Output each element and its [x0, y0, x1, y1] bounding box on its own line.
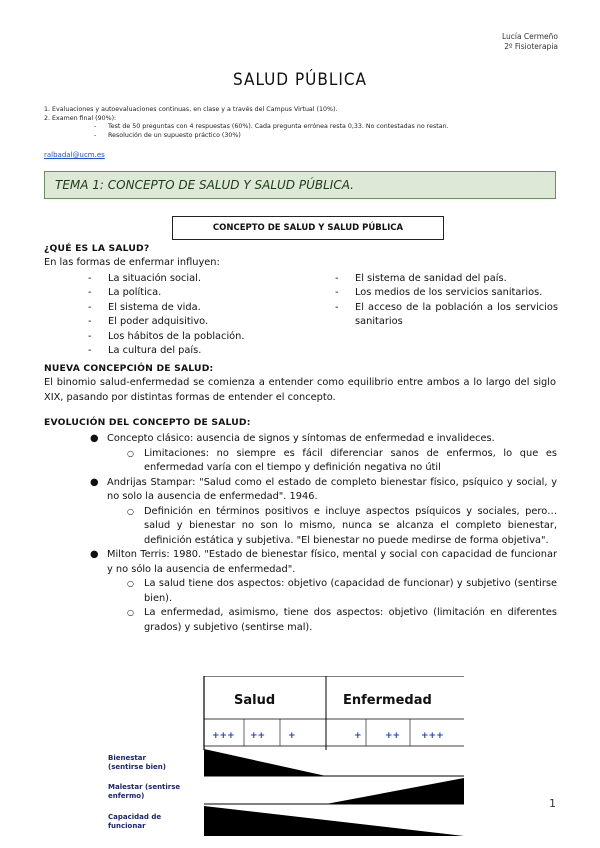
list-item: - La cultura del país.: [86, 344, 306, 358]
salud-mark: +: [288, 731, 296, 741]
malestar-wedge: [326, 778, 464, 804]
intensity-marks: [212, 731, 444, 741]
salud-mark: ++: [250, 731, 266, 741]
sub-definicion: Definición en términos positivos e incluye aspectos psíquicos y sociales, pero…salud y bienestar no son lo mismo, nunca se alcanza el completo bienestar, definición estática y subjetiva. "El bienestar no puede medirse de forma objetiva".: [144, 505, 557, 546]
enfermedad-mark: +: [354, 731, 362, 741]
list-item: ○ Definición en términos positivos e incluye aspectos psíquicos y sociales, pero…salud y bienestar no son lo mismo, nunca se alcanza el completo bienestar, definición estática y subjetiva. "El bienestar no puede medirse de forma objetiva".: [127, 505, 557, 546]
bullet-stampar: Andrijas Stampar: "Salud como el estado de completo bienestar físico, psíquico y social, y no solo la ausencia de enfermedad". 1946.: [107, 476, 557, 502]
section-box: CONCEPTO DE SALUD Y SALUD PÚBLICA: [172, 216, 444, 240]
author-block: [502, 32, 558, 52]
q-salud-intro: En las formas de enfermar influyen:: [44, 257, 220, 268]
evaluation-sub-2-row: - Resolución de un supuesto práctico (30%): [94, 131, 241, 139]
evaluation-sub-1-row: - Test de 50 preguntas con 4 respuestas (60%). Cada pregunta errónea resta 0,33. No contestadas no restan.: [94, 123, 449, 131]
page-title: SALUD PÚBLICA: [232, 70, 368, 90]
evolucion-list: [90, 432, 557, 635]
enfermedad-mark: ++: [385, 731, 401, 741]
list-item: - La situación social.: [86, 272, 306, 286]
evaluation-line-1: 1. Evaluaciones y autoevaluaciones continuas, en clase y a través del Campus Virtual (10%).: [44, 106, 338, 113]
email-link[interactable]: ralbadal@ucm.es: [44, 151, 105, 159]
list-item: ○ Limitaciones: no siempre es fácil diferenciar sanos de enfermos, lo que es enfermedad varía con el tiempo y definición negativa no útil: [127, 447, 557, 473]
page-number: 1: [549, 797, 556, 810]
list-item: - Los medios de los servicios sanitarios.: [333, 286, 558, 300]
salud-enfermedad-diagram: [104, 676, 468, 840]
row-label-capacidad: Capacidad de funcionar: [108, 813, 162, 830]
list-item: ○ La salud tiene dos aspectos: objetivo (capacidad de funcionar) y subjetivo (sentirse bien).: [127, 578, 557, 604]
author-name: Lucía Cermeño: [501, 32, 558, 41]
evaluation-sub-1: Test de 50 preguntas con 4 respuestas (60%). Cada pregunta errónea resta 0,33. No contestadas no restan.: [108, 123, 449, 131]
nueva-text: El binomio salud-enfermedad se comienza a entender como equilibrio entre ambos a lo largo del siglo XIX, pasando por distintas formas de entender el concepto.: [44, 377, 556, 403]
influence-list-left: [86, 272, 306, 358]
sub-enfermedad-aspectos: La enfermedad, asimismo, tiene dos aspectos: objetivo (limitación en diferentes grados) y subjetivo (sentirse mal).: [144, 607, 557, 633]
author-course: 2º Fisioterapia: [504, 42, 558, 51]
list-item: ● Milton Terris: 1980. "Estado de bienestar físico, mental y social con capacidad de funcionar y no sólo la ausencia de enfermedad".: [90, 549, 557, 575]
sub-limitaciones: Limitaciones: no siempre es fácil diferenciar sanos de enfermos, lo que es enfermedad varía con el tiempo y definición negativa no útil: [144, 447, 557, 473]
bullet-terris: Milton Terris: 1980. "Estado de bienestar físico, mental y social con capacidad de funcionar y no sólo la ausencia de enfermedad".: [107, 549, 557, 575]
evaluation-block: [44, 106, 449, 140]
nueva-heading: NUEVA CONCEPCIÓN DE SALUD:: [44, 363, 214, 374]
evaluation-sub-2: Resolución de un supuesto práctico (30%): [108, 131, 241, 139]
list-item: ● Concepto clásico: ausencia de signos y síntomas de enfermedad e invalideces.: [90, 433, 495, 444]
list-item: - El poder adquisitivo.: [86, 315, 306, 329]
row-labels: [108, 754, 183, 830]
bienestar-wedge: [204, 749, 326, 776]
salud-mark: +++: [212, 731, 235, 741]
q-salud-heading: ¿QUÉ ES LA SALUD?: [44, 243, 150, 254]
topic-banner: TEMA 1: CONCEPTO DE SALUD Y SALUD PÚBLICA.: [44, 171, 556, 199]
list-item: - El sistema de sanidad del país.: [333, 272, 558, 286]
list-item: - El sistema de vida.: [86, 301, 306, 315]
salud-header: Salud: [234, 693, 276, 708]
list-item: ● Andrijas Stampar: "Salud como el estado de completo bienestar físico, psíquico y social, y no solo la ausencia de enfermedad". 1946.: [90, 476, 557, 502]
sub-salud-aspectos: La salud tiene dos aspectos: objetivo (capacidad de funcionar) y subjetivo (sentirse bien).: [144, 578, 557, 604]
evolucion-heading: EVOLUCIÓN DEL CONCEPTO DE SALUD:: [44, 417, 251, 428]
evaluation-line-2: 2. Examen final (90%):: [44, 114, 117, 122]
row-label-bienestar: Bienestar (sentirse bien): [108, 754, 166, 771]
row-label-malestar: Malestar (sentirse enfermo): [108, 783, 181, 800]
influence-list-right: [333, 272, 558, 330]
list-item: - Los hábitos de la población.: [86, 330, 306, 344]
capacidad-wedge: [204, 806, 464, 836]
list-item: - El acceso de la población a los servicios sanitarios: [333, 301, 558, 330]
list-item: - La política.: [86, 286, 306, 300]
list-item: ○ La enfermedad, asimismo, tiene dos aspectos: objetivo (limitación en diferentes grados) y subjetivo (sentirse mal).: [127, 607, 557, 633]
enfermedad-header: Enfermedad: [343, 693, 432, 708]
bullet-clasico: Concepto clásico: ausencia de signos y síntomas de enfermedad e invalideces.: [107, 433, 495, 444]
enfermedad-mark: +++: [421, 731, 444, 741]
